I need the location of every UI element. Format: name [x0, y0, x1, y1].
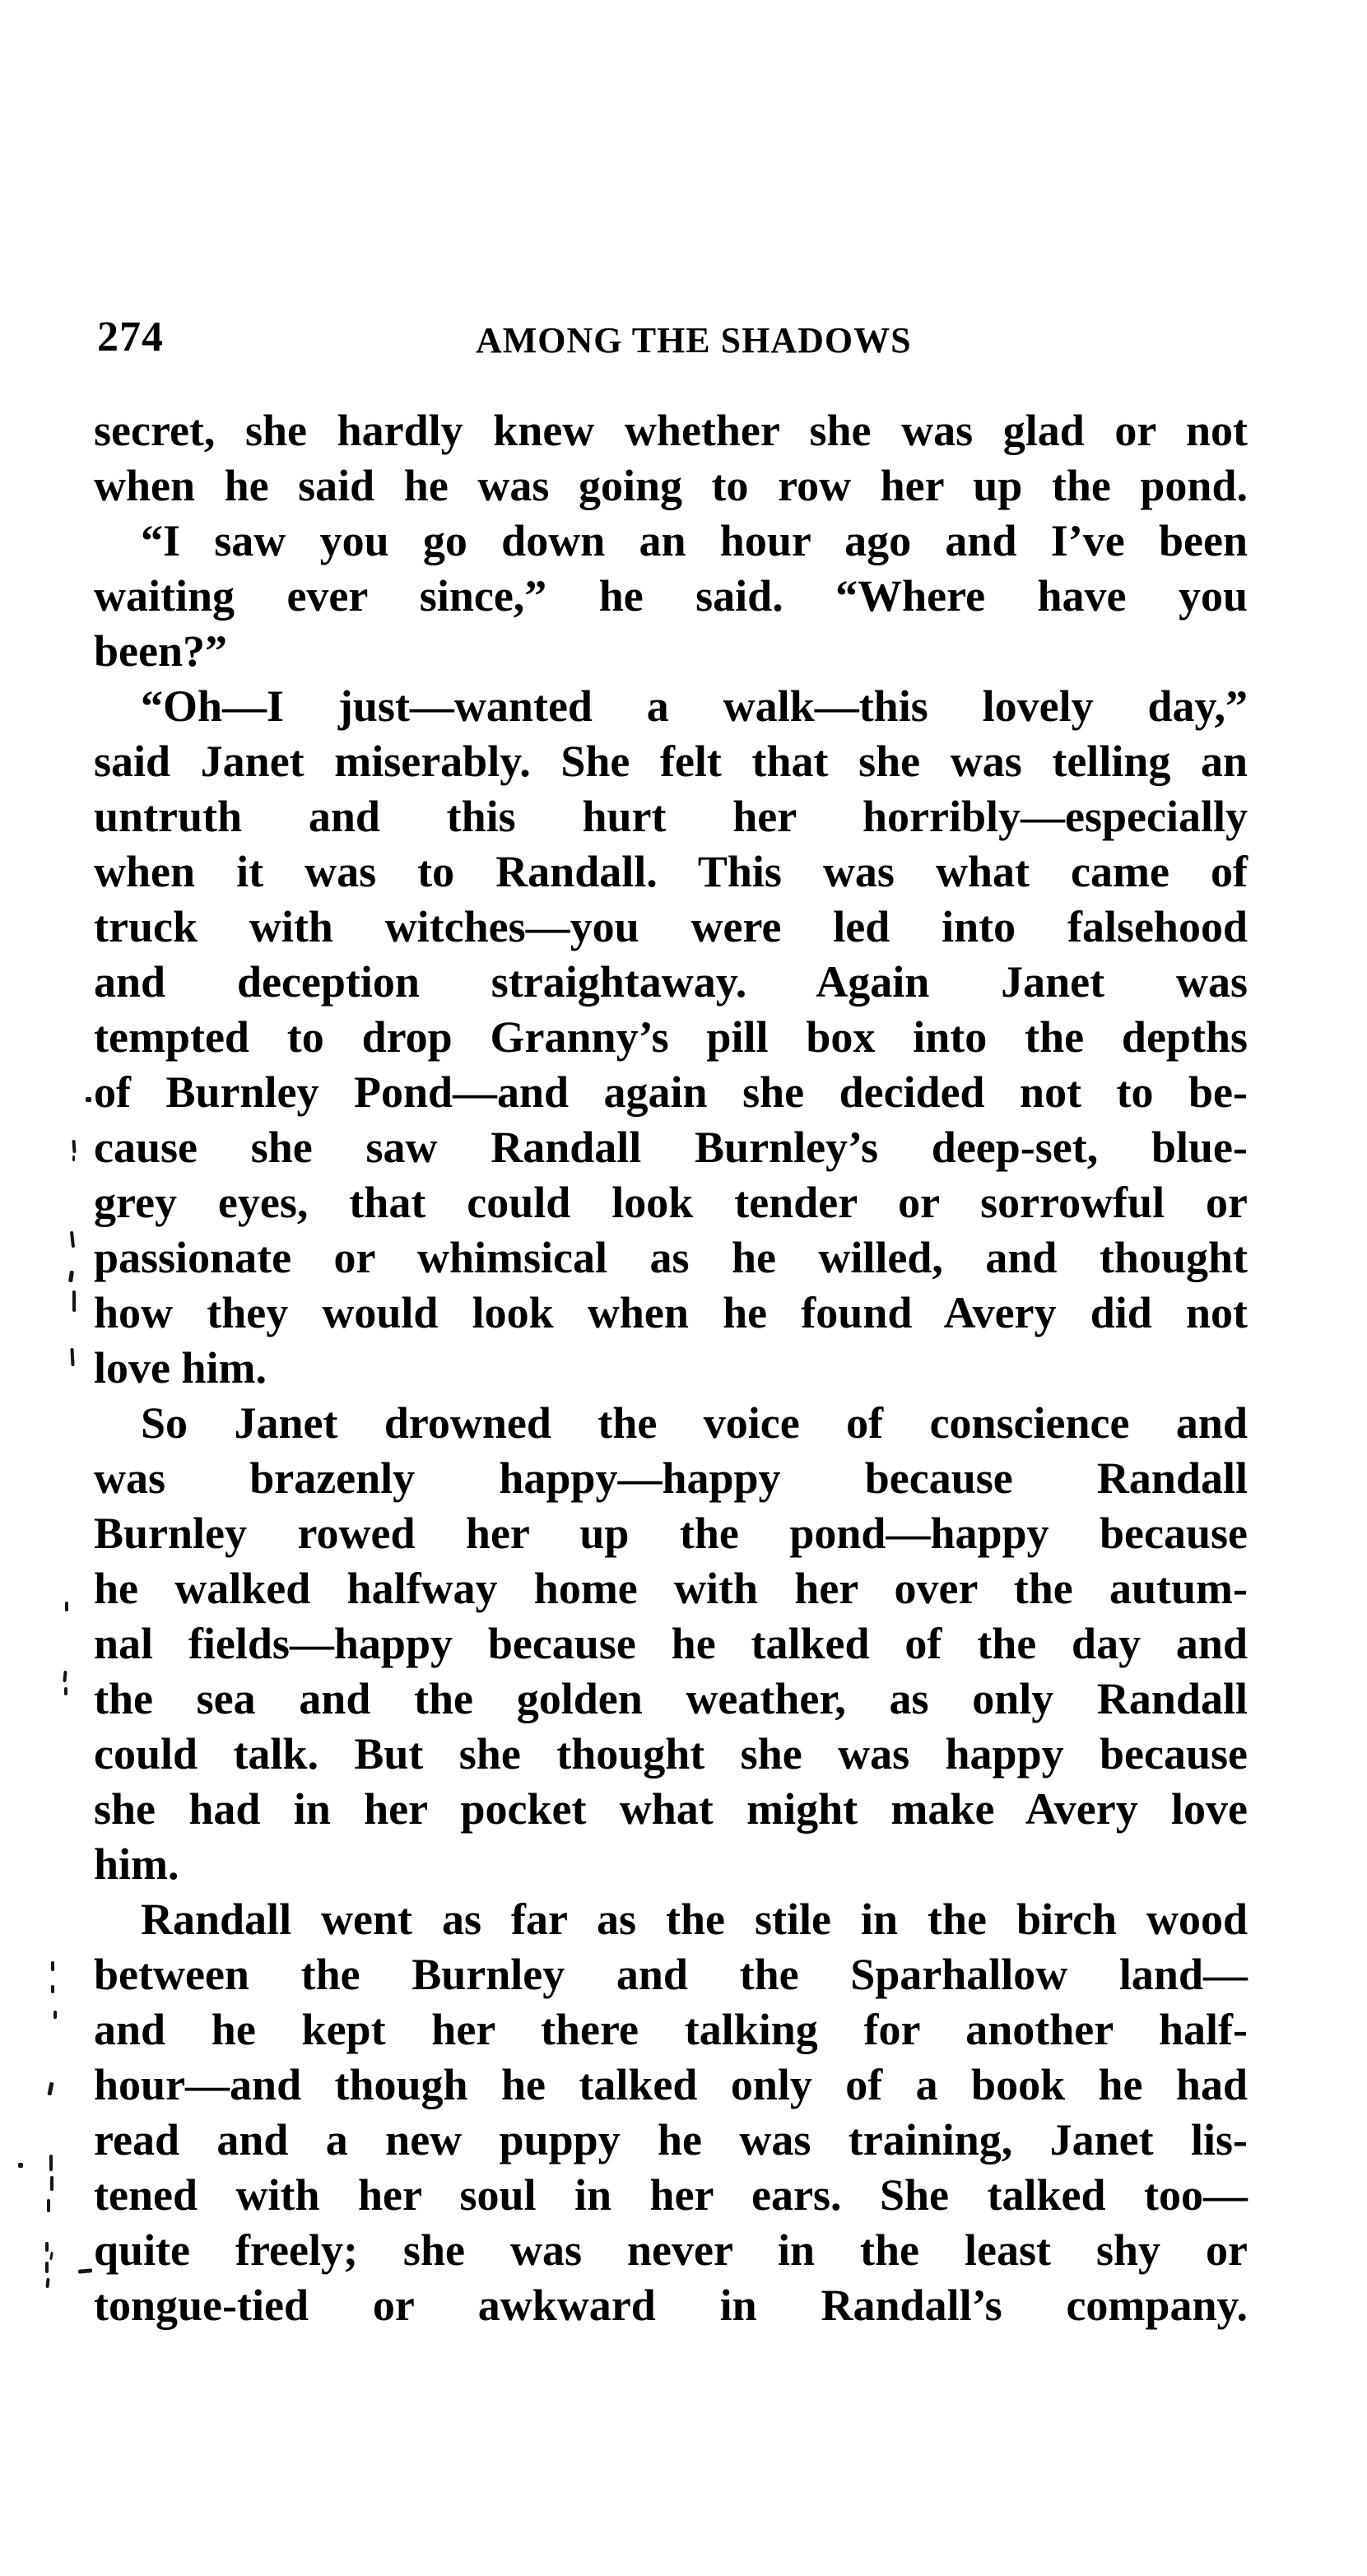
scan-artifact [53, 2011, 57, 2019]
scan-artifact [78, 2268, 92, 2273]
running-title: AMONG THE SHADOWS [476, 320, 912, 360]
scan-artifact [51, 1985, 54, 1993]
text-line: could talk. But she thought she was happy because [94, 1729, 1248, 1779]
scan-artifact [49, 2252, 53, 2260]
scan-artifact [72, 1155, 75, 1161]
scan-artifact [45, 2278, 49, 2288]
text-line: and he kept her there talking for another half- [94, 2005, 1248, 2054]
scan-artifact [51, 1961, 54, 1971]
text-line: Burnley rowed her up the pond—happy because [94, 1509, 1248, 1558]
scan-artifact [50, 2176, 53, 2191]
scan-artifact [63, 1671, 67, 1682]
text-line: passionate or whimsical as he willed, and thought [94, 1233, 1248, 1282]
text-line: tened with her soul in her ears. She talked too— [94, 2170, 1248, 2220]
page-number: 274 [97, 314, 164, 360]
text-line: “I saw you go down an hour ago and I’ve been [141, 516, 1248, 565]
text-line: how they would look when he found Avery did not [94, 1288, 1248, 1337]
paragraph [94, 403, 1248, 514]
text-line: grey eyes, that could look tender or sorrowful or [94, 1178, 1248, 1227]
text-line: he walked halfway home with her over the autum- [94, 1564, 1248, 1613]
text-line: the sea and the golden weather, as only Randall [94, 1674, 1248, 1723]
text-line: between the Burnley and the Sparhallow land— [94, 1950, 1248, 1999]
scan-artifact [18, 2163, 23, 2168]
scan-artifact [45, 2262, 49, 2273]
body-text [94, 403, 1248, 2333]
text-line: said Janet miserably. She felt that she was telling an [94, 737, 1248, 786]
text-line: him. [94, 1839, 179, 1889]
scan-artifact [86, 1097, 91, 1102]
text-line: So Janet drowned the voice of conscience and [141, 1398, 1248, 1448]
text-line: was brazenly happy—happy because Randall [94, 1453, 1248, 1503]
scan-artifact [49, 2155, 53, 2171]
text-line: when it was to Randall. This was what came of [94, 847, 1248, 896]
scan-artifact [65, 1602, 68, 1611]
scan-artifact [70, 1231, 75, 1248]
text-line: secret, she hardly knew whether she was glad or not [94, 406, 1248, 455]
paragraph [94, 1892, 1248, 2333]
text-line: truck with witches—you were led into falsehood [94, 902, 1248, 951]
scan-artifact [72, 1140, 76, 1153]
paragraph [94, 679, 1248, 1396]
text-line: hour—and though he talked only of a book he had [94, 2060, 1248, 2109]
text-line: nal fields—happy because he talked of the day and [94, 1619, 1248, 1668]
text-line: she had in her pocket what might make Avery love [94, 1784, 1248, 1834]
text-line: love him. [94, 1343, 267, 1393]
text-line: tempted to drop Granny’s pill box into the depths [94, 1012, 1248, 1062]
scan-artifact [47, 2199, 50, 2212]
paragraph [94, 514, 1248, 679]
text-line: and deception straightaway. Again Janet was [94, 957, 1248, 1007]
text-line: cause she saw Randall Burnley’s deep-set, blue- [94, 1123, 1248, 1172]
text-line: quite freely; she was never in the least shy or [94, 2225, 1248, 2275]
scan-artifact [64, 1687, 67, 1695]
scan-artifact [68, 1271, 74, 1283]
text-line: been?” [94, 626, 227, 676]
scan-artifact [70, 1348, 74, 1366]
text-line: Randall went as far as the stile in the birch wood [141, 1895, 1248, 1944]
scan-artifact [45, 2242, 49, 2252]
text-line: read and a new puppy he was training, Janet lis- [94, 2115, 1248, 2164]
text-line: of Burnley Pond—and again she decided not to be- [94, 1067, 1248, 1117]
text-line: “Oh—I just—wanted a walk—this lovely day,” [141, 681, 1248, 731]
paragraph [94, 1396, 1248, 1892]
text-line: when he said he was going to row her up the pond. [94, 461, 1248, 510]
scan-artifact [47, 2082, 53, 2096]
scan-artifact [72, 1290, 76, 1312]
text-line: waiting ever since,” he said. “Where have you [94, 571, 1248, 621]
text-line: tongue-tied or awkward in Randall’s company. [94, 2281, 1248, 2330]
text-line: untruth and this hurt her horribly—especially [94, 792, 1248, 841]
